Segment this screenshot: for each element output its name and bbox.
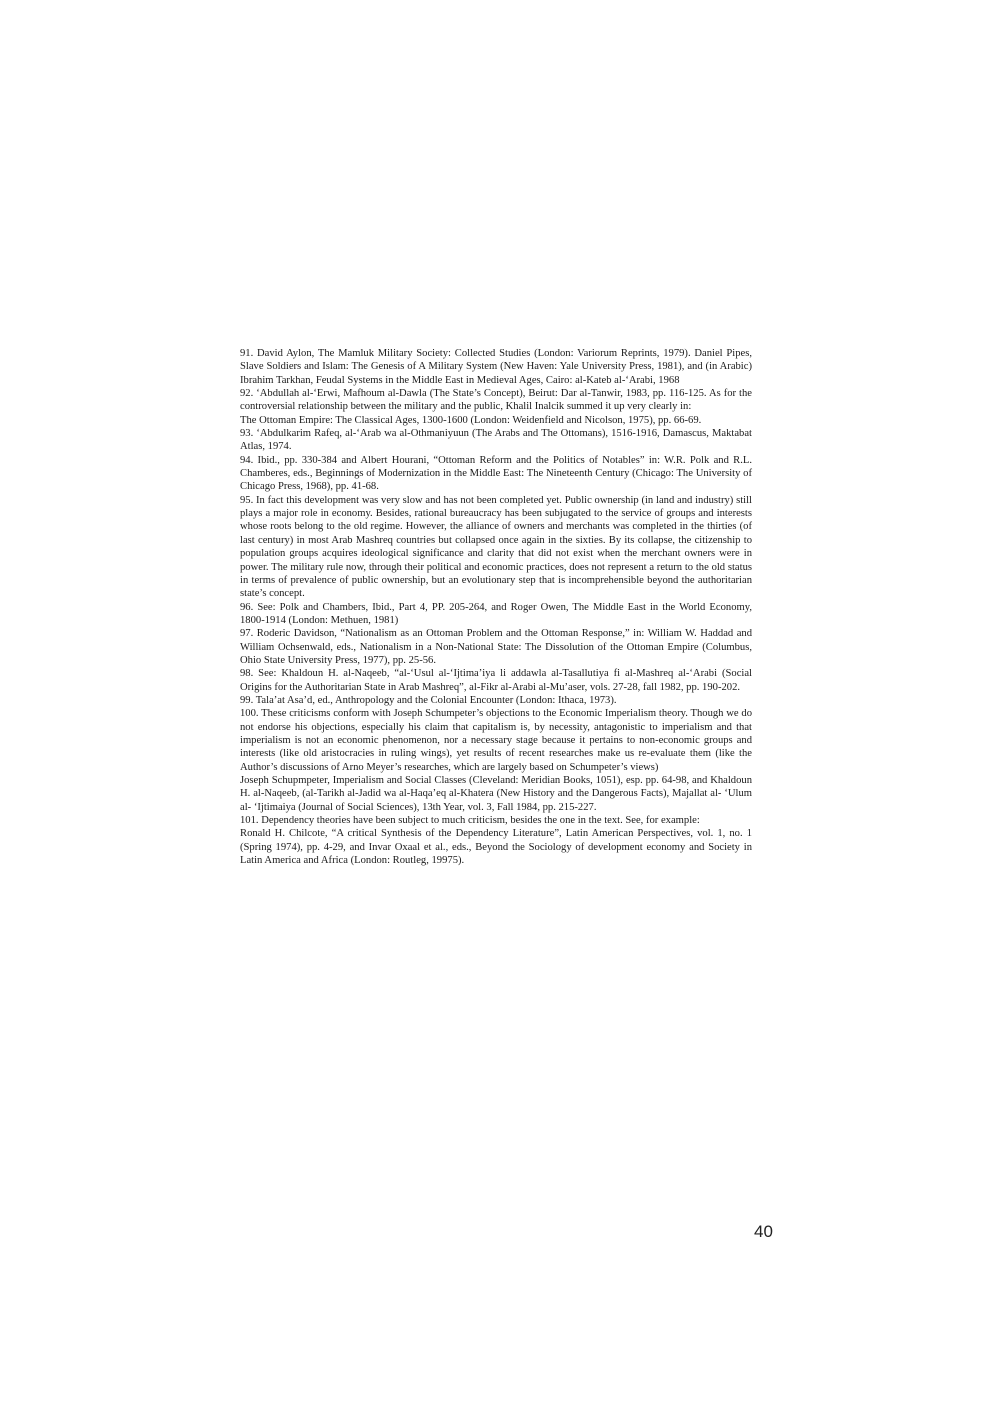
footnote-97: 97. Roderic Davidson, “Nationalism as an Ottoman Problem and the Ottoman Response,” in: William W. Haddad and William Ochsenwald, eds., Nationalism in a Non-National State: The Dissolution of the Ottoman Empire (Columbus, Ohio State University Press, 1977), pp. 25-56. — [240, 628, 752, 666]
footnote-92-continuation: The Ottoman Empire: The Classical Ages, 1300-1600 (London: Weidenfield and Nicolson, 1975), pp. 66-69. — [240, 414, 702, 426]
footnote-100: 100. These criticisms conform with Joseph Schumpeter’s objections to the Economic Imperialism theory. Though we do not endorse his objections, especially his claim that capitalism is, by necessity, antagonistic to imperialism and that imperialism is not an economic phenomenon, nor a necessary stage because it pertains to non-economic groups and interests (like old aristocracies in ruling wings), yet results of recent researches make us re-evaluate them (like the Author’s discussions of Arno Meyer’s researches, which are largely based on Schumpeter’s views) — [240, 708, 752, 773]
endnotes-block — [240, 347, 752, 867]
footnote-95: 95. In fact this development was very slow and has not been completed yet. Public ownership (in land and industry) still plays a major role in economy. Besides, rational bureaucracy has been subjugated to the service of groups and interests whose roots belong to the old regime. However, the alliance of owners and merchants was completed in the thirties (of last century) in most Arab Mashreq countries but collapsed once again in the sixties. By its collapse, the citizenship to population groups acquires ideological significance and clarity that did not exist when the merchant owners were in power. The military rule now, through their political and economic practices, does not represent a return to the old status in terms of prevalence of public ownership, but an evolutionary step that is incomprehensible beyond the authoritarian state’s concept. — [240, 494, 752, 600]
footnote-92: 92. ‘Abdullah al-‘Erwi, Mafhoum al-Dawla (The State’s Concept), Beirut: Dar al-Tanwir, 1983, pp. 116-125. As for the controversial relationship between the military and the public, Khalil Inalcik summed it up very clearly in: — [240, 388, 752, 413]
footnote-91: 91. David Aylon, The Mamluk Military Society: Collected Studies (London: Variorum Reprints, 1979). Daniel Pipes, Slave Soldiers and Islam: The Genesis of A Military System (New Haven: Yale University Press, 1981), and (in Arabic) Ibrahim Tarkhan, Feudal Systems in the Middle East in Medieval Ages, Cairo: al-Kateb al-‘Arabi, 1968 — [240, 348, 752, 386]
footnote-94: 94. Ibid., pp. 330-384 and Albert Hourani, “Ottoman Reform and the Politics of Notables” in: W.R. Polk and R.L. Chamberes, eds., Beginnings of Modernization in the Middle East: The Nineteenth Century (Chicago: The University of Chicago Press, 1968), pp. 41-68. — [240, 454, 752, 493]
footnote-96: 96. See: Polk and Chambers, Ibid., Part 4, PP. 205-264, and Roger Owen, The Middle East in the World Economy, 1800-1914 (London: Methuen, 1981) — [240, 601, 752, 626]
footnote-98: 98. See: Khaldoun H. al-Naqeeb, “al-‘Usul al-‘Ijtima’iya li addawla al-Tasallutiya fi al-Mashreq al-‘Arabi (Social Origins for the Authoritarian State in Arab Mashreq”, al-Fikr al-Arabi al-Mu’aser, vols. 27-28, fall 1982, pp. 190-202. — [240, 668, 752, 693]
footnote-101: 101. Dependency theories have been subject to much criticism, besides the one in the text. See, for example: — [240, 815, 700, 827]
footnote-99: 99. Tala’at Asa’d, ed., Anthropology and the Colonial Encounter (London: Ithaca, 1973). — [240, 694, 617, 706]
page-number: 40 — [754, 1222, 773, 1241]
footnote-93: 93. ‘Abdulkarim Rafeq, al-‘Arab wa al-Othmaniyuun (The Arabs and The Ottomans), 1516-1916, Damascus, Maktabat Atlas, 1974. — [240, 428, 752, 453]
footnote-100-references: Joseph Schupmpeter, Imperialism and Social Classes (Cleveland: Meridian Books, 1051), esp. pp. 64-98, and Khaldoun H. al-Naqeeb, (al-Tarikh al-Jadid wa al-Haqa’eq al-Khatera (New History and the Dangerous Facts), Majallat al- ‘Ulum al- ‘Ijtimaiya (Journal of Social Sciences), 13th Year, vol. 3, Fall 1984, pp. 215-227. — [240, 775, 752, 813]
footnote-101-references: Ronald H. Chilcote, “A critical Synthesis of the Dependency Literature”, Latin American Perspectives, vol. 1, no. 1 (Spring 1974), pp. 4-29, and Invar Oxaal et al., eds., Beyond the Sociology of development economy and Society in Latin America and Africa (London: Routleg, 19975). — [240, 828, 752, 867]
